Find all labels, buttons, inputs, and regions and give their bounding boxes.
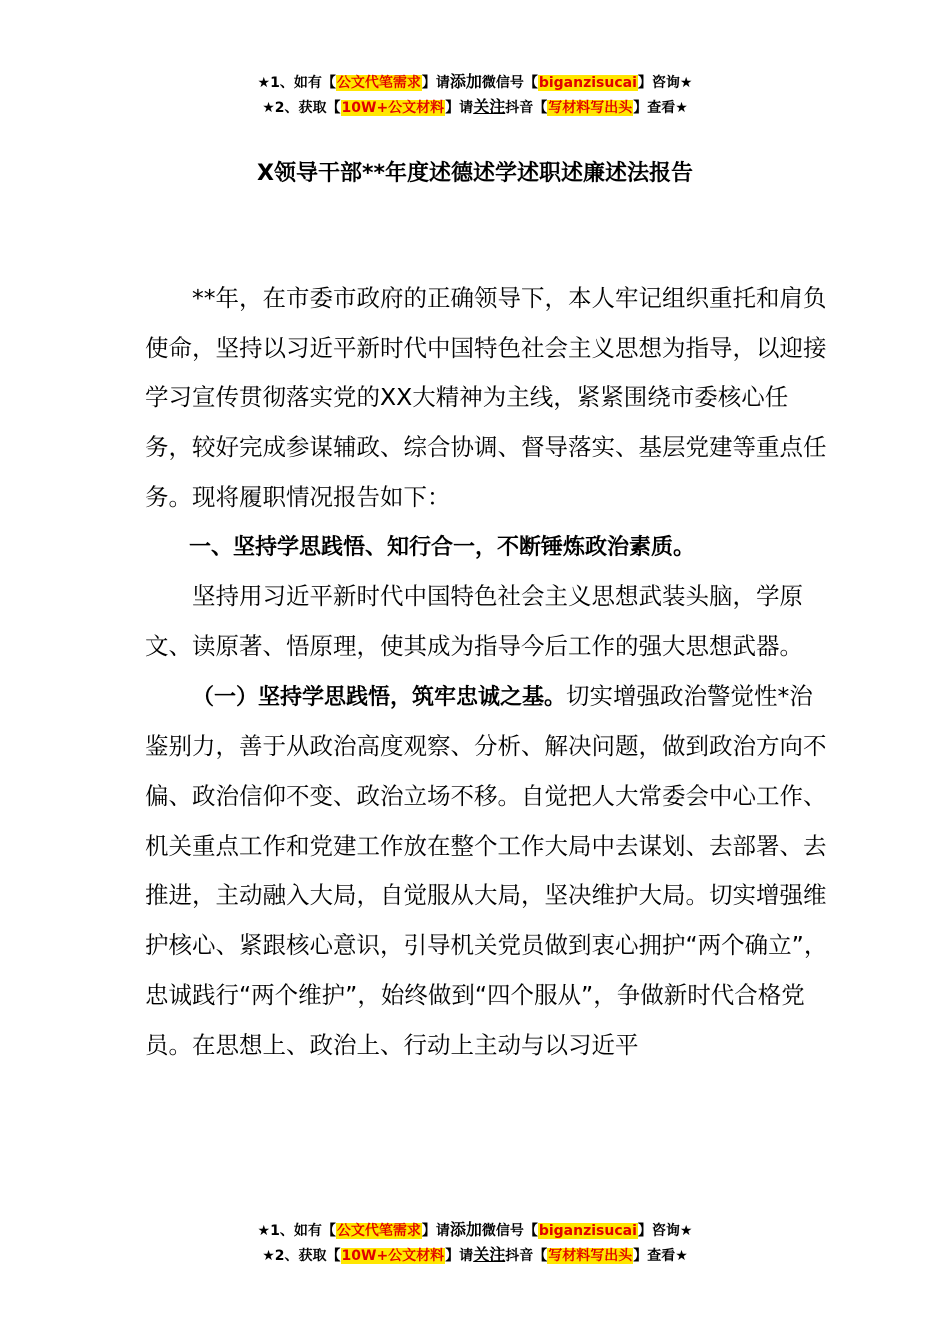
- promo-text: 】请: [445, 100, 474, 116]
- promo-douyin-id: 写材料写出头: [548, 100, 633, 116]
- promo-emphasis: 添加: [449, 72, 482, 91]
- subsection-lead: （一）坚持学思践悟，筑牢忠诚之基。: [192, 684, 567, 710]
- promo-text: ★1、如有【: [257, 75, 336, 91]
- promo-highlight: 10W+公文材料: [341, 100, 445, 116]
- promo-text: 微信号【: [481, 1223, 538, 1239]
- promo-footer: [0, 1218, 950, 1268]
- promo-text: 微信号【: [481, 75, 538, 91]
- promo-text: 】请: [445, 1248, 474, 1264]
- promo-line-1: [0, 1218, 950, 1243]
- promo-text: ★1、如有【: [257, 1223, 336, 1239]
- promo-emphasis: 关注: [473, 1245, 506, 1264]
- intro-paragraph: **年，在市委市政府的正确领导下，本人牢记组织重托和肩负使命，坚持以习近平新时代中国特色社会主义思想为指导，以迎接学习宣传贯彻落实党的XX大精神为主线，紧紧围绕市委核心任务，较好完成参谋辅政、综合协调、督导落实、基层党建等重点任务。现将履职情况报告如下：: [145, 284, 827, 511]
- promo-text: 抖音【: [505, 100, 548, 116]
- promo-highlight: 公文代笔需求: [336, 1223, 421, 1239]
- promo-highlight: 公文代笔需求: [336, 75, 421, 91]
- promo-douyin-id: 写材料写出头: [548, 1248, 633, 1264]
- promo-wechat-id: biganzisucai: [538, 1223, 637, 1239]
- promo-wechat-id: biganzisucai: [538, 75, 637, 91]
- promo-header: [0, 70, 950, 120]
- promo-text: 抖音【: [505, 1248, 548, 1264]
- promo-text: ★2、获取【: [262, 1248, 341, 1264]
- section-heading-1: 一、坚持学思践悟、知行合一，不断锤炼政治素质。: [189, 534, 696, 560]
- subsection-paragraph-1: [145, 672, 835, 1071]
- promo-text: 】请: [421, 1223, 450, 1239]
- promo-line-2: [0, 1243, 950, 1268]
- document-body: [145, 274, 835, 1070]
- promo-text: 】咨询★: [637, 75, 693, 91]
- promo-text: 】请: [421, 75, 450, 91]
- promo-text: ★2、获取【: [262, 100, 341, 116]
- promo-text: 】查看★: [633, 100, 688, 116]
- document-title: X领导干部**年度述德述学述职述廉述法报告: [257, 161, 693, 186]
- promo-highlight: 10W+公文材料: [341, 1248, 445, 1264]
- promo-emphasis: 添加: [449, 1220, 482, 1239]
- promo-text: 】咨询★: [637, 1223, 693, 1239]
- promo-text: 】查看★: [633, 1248, 688, 1264]
- section-paragraph-1: 坚持用习近平新时代中国特色社会主义思想武装头脑，学原文、读原著、悟原理，使其成为指导今后工作的强大思想武器。: [145, 582, 803, 660]
- promo-emphasis: 关注: [473, 97, 506, 116]
- subsection-text: 切实增强政治警觉性*治鉴别力，善于从政治高度观察、分析、解决问题，做到政治方向不偏、政治信仰不变、政治立场不移。自觉把人大常委会中心工作、机关重点工作和党建工作放在整个工作大局中去谋划、去部署、去推进，主动融入大局，自觉服从大局，坚决维护大局。切实增强维护核心、紧跟核心意识，引导机关党员做到衷心拥护“两个确立”，忠诚践行“两个维护”，始终做到“四个服从”，争做新时代合格党员。在思想上、政治上、行动上主动与以习近平: [145, 681, 828, 1059]
- promo-line-2: [0, 95, 950, 120]
- promo-line-1: [0, 70, 950, 95]
